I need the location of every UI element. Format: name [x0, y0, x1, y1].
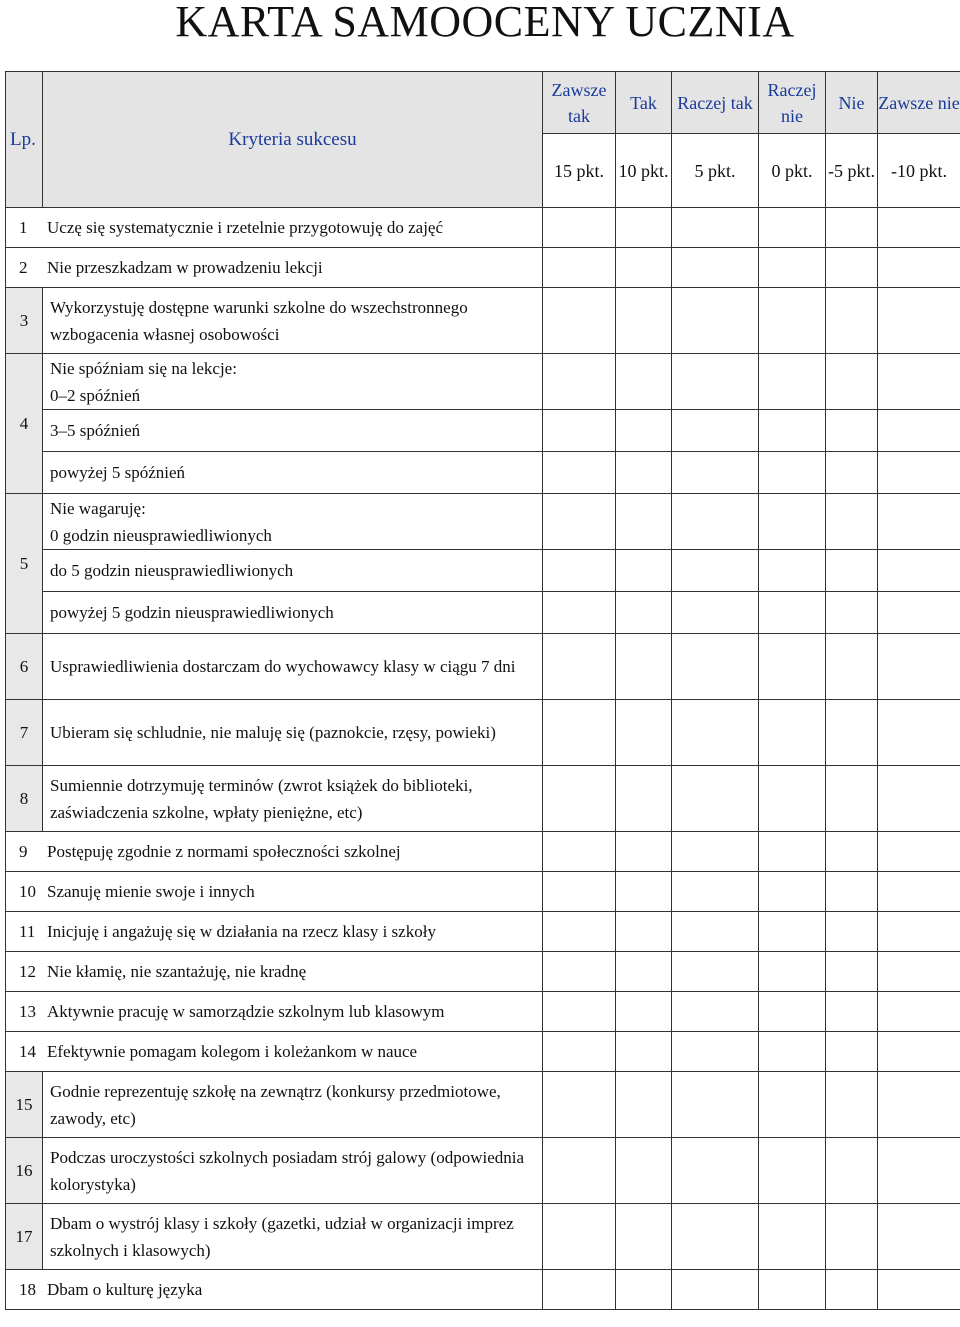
criterion-text: Uczę się systematycznie i rzetelnie przygotowuję do zajęć: [47, 218, 444, 237]
score-cell[interactable]: [616, 1270, 672, 1310]
score-cell[interactable]: [826, 952, 878, 992]
score-cell[interactable]: [616, 700, 672, 766]
score-cell[interactable]: [543, 1138, 616, 1204]
score-cell[interactable]: [672, 634, 759, 700]
score-cell[interactable]: [616, 912, 672, 952]
score-cell[interactable]: [759, 1032, 826, 1072]
score-cell[interactable]: [878, 208, 960, 248]
criterion-cell: [6, 872, 543, 912]
criterion-text: Dbam o kulturę języka: [47, 1280, 203, 1299]
score-cell[interactable]: [826, 832, 878, 872]
table-row: [6, 1270, 960, 1310]
score-cell[interactable]: [759, 912, 826, 952]
criterion-text: Nie wagaruję:: [50, 498, 146, 518]
score-cell[interactable]: [672, 494, 759, 550]
score-cell[interactable]: [616, 1032, 672, 1072]
table-row: [6, 912, 960, 952]
score-cell[interactable]: [616, 248, 672, 288]
score-cell[interactable]: [543, 550, 616, 592]
score-cell[interactable]: [672, 1270, 759, 1310]
row-number: 2: [19, 258, 28, 277]
table-row: [6, 992, 960, 1032]
score-cell[interactable]: [543, 952, 616, 992]
score-cell[interactable]: [826, 1270, 878, 1310]
score-cell[interactable]: [878, 700, 960, 766]
criterion-subitem: do 5 godzin nieusprawiedliwionych: [43, 550, 543, 592]
score-cell[interactable]: [878, 1032, 960, 1072]
points-header: -10 pkt.: [878, 134, 960, 208]
criterion-cell: [6, 992, 543, 1032]
criterion-text: Dbam o wystrój klasy i szkoły (gazetki, udział w organizacji imprez szkolnych i klasowych): [43, 1204, 543, 1270]
criteria-header: Kryteria sukcesu: [43, 72, 543, 208]
score-cell[interactable]: [878, 766, 960, 832]
points-header: 15 pkt.: [543, 134, 616, 208]
criterion-text: Efektywnie pomagam kolegom i koleżankom w nauce: [47, 1042, 418, 1061]
score-cell[interactable]: [672, 288, 759, 354]
score-cell[interactable]: [543, 452, 616, 494]
score-cell[interactable]: [878, 410, 960, 452]
score-cell[interactable]: [616, 766, 672, 832]
points-header: 0 pkt.: [759, 134, 826, 208]
criterion-text: Sumiennie dotrzymuję terminów (zwrot książek do biblioteki, zaświadczenia szkolne, wpłaty pieniężne, etc): [43, 766, 543, 832]
score-cell[interactable]: [543, 248, 616, 288]
criterion-subitem: 0 godzin nieusprawiedliwionych: [50, 525, 272, 545]
score-cell[interactable]: [759, 1138, 826, 1204]
score-cell[interactable]: [826, 766, 878, 832]
row-number: 17: [6, 1204, 43, 1270]
score-cell[interactable]: [616, 992, 672, 1032]
option-header: Raczej tak: [672, 72, 759, 134]
score-cell[interactable]: [616, 410, 672, 452]
row-number: 6: [6, 634, 43, 700]
table-row: [6, 1032, 960, 1072]
score-cell[interactable]: [543, 766, 616, 832]
score-cell[interactable]: [826, 1204, 878, 1270]
score-cell[interactable]: [826, 634, 878, 700]
score-cell[interactable]: [543, 208, 616, 248]
table-row: [6, 354, 960, 410]
table-row: [6, 288, 960, 354]
criterion-cell: [43, 494, 543, 550]
score-cell[interactable]: [826, 550, 878, 592]
score-cell[interactable]: [878, 832, 960, 872]
table-row: [6, 550, 960, 592]
score-cell[interactable]: [616, 1138, 672, 1204]
criterion-text: Nie spóźniam się na lekcje:: [50, 358, 237, 378]
score-cell[interactable]: [543, 1032, 616, 1072]
table-row: [6, 832, 960, 872]
score-cell[interactable]: [878, 550, 960, 592]
score-cell[interactable]: [672, 592, 759, 634]
score-cell[interactable]: [878, 494, 960, 550]
row-number: 18: [19, 1280, 36, 1299]
score-cell[interactable]: [672, 1032, 759, 1072]
criterion-cell: [6, 952, 543, 992]
points-header: 5 pkt.: [672, 134, 759, 208]
score-cell[interactable]: [826, 288, 878, 354]
score-cell[interactable]: [672, 1204, 759, 1270]
row-number: 14: [19, 1042, 36, 1061]
lp-header: Lp.: [6, 72, 43, 208]
score-cell[interactable]: [878, 1270, 960, 1310]
criterion-text: Ubieram się schludnie, nie maluję się (paznokcie, rzęsy, powieki): [43, 700, 543, 766]
criterion-text: Podczas uroczystości szkolnych posiadam strój galowy (odpowiednia kolorystyka): [43, 1138, 543, 1204]
criterion-text: Szanuję mienie swoje i innych: [47, 882, 255, 901]
score-cell[interactable]: [826, 1032, 878, 1072]
score-cell[interactable]: [616, 452, 672, 494]
score-cell[interactable]: [759, 700, 826, 766]
table-row: [6, 452, 960, 494]
score-cell[interactable]: [616, 872, 672, 912]
table-row: [6, 248, 960, 288]
score-cell[interactable]: [672, 912, 759, 952]
criterion-text: Postępuję zgodnie z normami społeczności szkolnej: [47, 842, 401, 861]
row-number: 3: [6, 288, 43, 354]
score-cell[interactable]: [672, 248, 759, 288]
score-cell[interactable]: [878, 634, 960, 700]
score-cell[interactable]: [616, 1204, 672, 1270]
score-cell[interactable]: [672, 992, 759, 1032]
table-row: [6, 700, 960, 766]
score-cell[interactable]: [878, 992, 960, 1032]
score-cell[interactable]: [543, 634, 616, 700]
score-cell[interactable]: [543, 992, 616, 1032]
row-number: 11: [19, 922, 36, 941]
score-cell[interactable]: [759, 248, 826, 288]
row-number: 13: [19, 1002, 36, 1021]
criterion-cell: [6, 208, 543, 248]
score-cell[interactable]: [759, 766, 826, 832]
score-cell[interactable]: [826, 1138, 878, 1204]
table-row: [6, 952, 960, 992]
points-header: -5 pkt.: [826, 134, 878, 208]
score-cell[interactable]: [616, 354, 672, 410]
table-row: [6, 872, 960, 912]
score-cell[interactable]: [759, 952, 826, 992]
row-number: 10: [19, 882, 36, 901]
criterion-text: Nie przeszkadzam w prowadzeniu lekcji: [47, 258, 323, 277]
score-cell[interactable]: [759, 1270, 826, 1310]
score-cell[interactable]: [616, 1072, 672, 1138]
option-header: Tak: [616, 72, 672, 134]
score-cell[interactable]: [878, 354, 960, 410]
score-cell[interactable]: [616, 550, 672, 592]
table-row: [6, 1138, 960, 1204]
score-cell[interactable]: [878, 288, 960, 354]
criterion-text: Nie kłamię, nie szantażuję, nie kradnę: [47, 962, 307, 981]
score-cell[interactable]: [826, 208, 878, 248]
score-cell[interactable]: [759, 1204, 826, 1270]
score-cell[interactable]: [672, 410, 759, 452]
criterion-text: Inicjuję i angażuję się w działania na rzecz klasy i szkoły: [47, 922, 436, 941]
score-cell[interactable]: [759, 634, 826, 700]
score-cell[interactable]: [826, 452, 878, 494]
score-cell[interactable]: [672, 952, 759, 992]
criterion-cell: [6, 832, 543, 872]
score-cell[interactable]: [543, 700, 616, 766]
score-cell[interactable]: [672, 700, 759, 766]
score-cell[interactable]: [826, 992, 878, 1032]
score-cell[interactable]: [543, 592, 616, 634]
row-number: 15: [6, 1072, 43, 1138]
score-cell[interactable]: [759, 410, 826, 452]
criterion-subitem: 0–2 spóźnień: [50, 385, 141, 405]
table-row: [6, 1072, 960, 1138]
table-row: [6, 766, 960, 832]
score-cell[interactable]: [878, 872, 960, 912]
score-cell[interactable]: [543, 410, 616, 452]
score-cell[interactable]: [672, 208, 759, 248]
score-cell[interactable]: [759, 452, 826, 494]
score-cell[interactable]: [616, 952, 672, 992]
score-cell[interactable]: [759, 872, 826, 912]
score-cell[interactable]: [543, 832, 616, 872]
points-header: 10 pkt.: [616, 134, 672, 208]
score-cell[interactable]: [616, 288, 672, 354]
criterion-text: Wykorzystuję dostępne warunki szkolne do wszechstronnego wzbogacenia własnej osobowości: [43, 288, 543, 354]
score-cell[interactable]: [543, 354, 616, 410]
criterion-subitem: 3–5 spóźnień: [43, 410, 543, 452]
score-cell[interactable]: [672, 452, 759, 494]
score-cell[interactable]: [826, 410, 878, 452]
table-row: [6, 1204, 960, 1270]
score-cell[interactable]: [543, 494, 616, 550]
table-row: [6, 634, 960, 700]
row-number: 5: [6, 494, 43, 634]
score-cell[interactable]: [672, 766, 759, 832]
criterion-cell: [6, 912, 543, 952]
option-header: Zawsze tak: [543, 72, 616, 134]
score-cell[interactable]: [759, 208, 826, 248]
score-cell[interactable]: [826, 354, 878, 410]
criterion-cell: [6, 1270, 543, 1310]
table-row: [6, 410, 960, 452]
score-cell[interactable]: [672, 1138, 759, 1204]
score-cell[interactable]: [826, 912, 878, 952]
score-cell[interactable]: [672, 872, 759, 912]
score-cell[interactable]: [616, 494, 672, 550]
score-cell[interactable]: [826, 248, 878, 288]
table-row: [6, 208, 960, 248]
score-cell[interactable]: [543, 1072, 616, 1138]
score-cell[interactable]: [826, 1072, 878, 1138]
score-cell[interactable]: [878, 912, 960, 952]
score-cell[interactable]: [616, 832, 672, 872]
score-cell[interactable]: [878, 1204, 960, 1270]
option-header: Raczej nie: [759, 72, 826, 134]
score-cell[interactable]: [878, 1138, 960, 1204]
score-cell[interactable]: [826, 872, 878, 912]
row-number: 7: [6, 700, 43, 766]
score-cell[interactable]: [878, 952, 960, 992]
score-cell[interactable]: [826, 494, 878, 550]
page-title: KARTA SAMOOCENY UCZNIA: [175, 0, 795, 46]
self-assessment-table: [5, 71, 960, 1310]
score-cell[interactable]: [759, 550, 826, 592]
score-cell[interactable]: [672, 550, 759, 592]
score-cell[interactable]: [759, 592, 826, 634]
score-cell[interactable]: [759, 832, 826, 872]
score-cell[interactable]: [616, 634, 672, 700]
criterion-subitem: powyżej 5 godzin nieusprawiedliwionych: [43, 592, 543, 634]
option-header: Nie: [826, 72, 878, 134]
score-cell[interactable]: [543, 1270, 616, 1310]
score-cell[interactable]: [826, 700, 878, 766]
score-cell[interactable]: [616, 592, 672, 634]
row-number: 4: [6, 354, 43, 494]
score-cell[interactable]: [878, 248, 960, 288]
score-cell[interactable]: [878, 1072, 960, 1138]
score-cell[interactable]: [759, 992, 826, 1032]
score-cell[interactable]: [543, 1204, 616, 1270]
score-cell[interactable]: [759, 1072, 826, 1138]
score-cell[interactable]: [826, 592, 878, 634]
row-number: 12: [19, 962, 36, 981]
row-number: 16: [6, 1138, 43, 1204]
row-number: 9: [19, 842, 28, 861]
criterion-cell: [6, 248, 543, 288]
criterion-text: Usprawiedliwienia dostarczam do wychowawcy klasy w ciągu 7 dni: [43, 634, 543, 700]
score-cell[interactable]: [672, 354, 759, 410]
table-row: [6, 494, 960, 550]
score-cell[interactable]: [616, 208, 672, 248]
score-cell[interactable]: [878, 452, 960, 494]
criterion-text: Godnie reprezentuję szkołę na zewnątrz (konkursy przedmiotowe, zawody, etc): [43, 1072, 543, 1138]
score-cell[interactable]: [543, 288, 616, 354]
score-cell[interactable]: [759, 354, 826, 410]
score-cell[interactable]: [543, 912, 616, 952]
criterion-subitem: powyżej 5 spóźnień: [43, 452, 543, 494]
criterion-cell: [6, 1032, 543, 1072]
score-cell[interactable]: [878, 592, 960, 634]
score-cell[interactable]: [672, 1072, 759, 1138]
score-cell[interactable]: [759, 494, 826, 550]
score-cell[interactable]: [543, 872, 616, 912]
score-cell[interactable]: [672, 832, 759, 872]
table-row: [6, 592, 960, 634]
row-number: 1: [19, 218, 28, 237]
row-number: 8: [6, 766, 43, 832]
score-cell[interactable]: [759, 288, 826, 354]
criterion-cell: [43, 354, 543, 410]
option-header: Zawsze nie: [878, 72, 960, 134]
criterion-text: Aktywnie pracuję w samorządzie szkolnym lub klasowym: [47, 1002, 445, 1021]
